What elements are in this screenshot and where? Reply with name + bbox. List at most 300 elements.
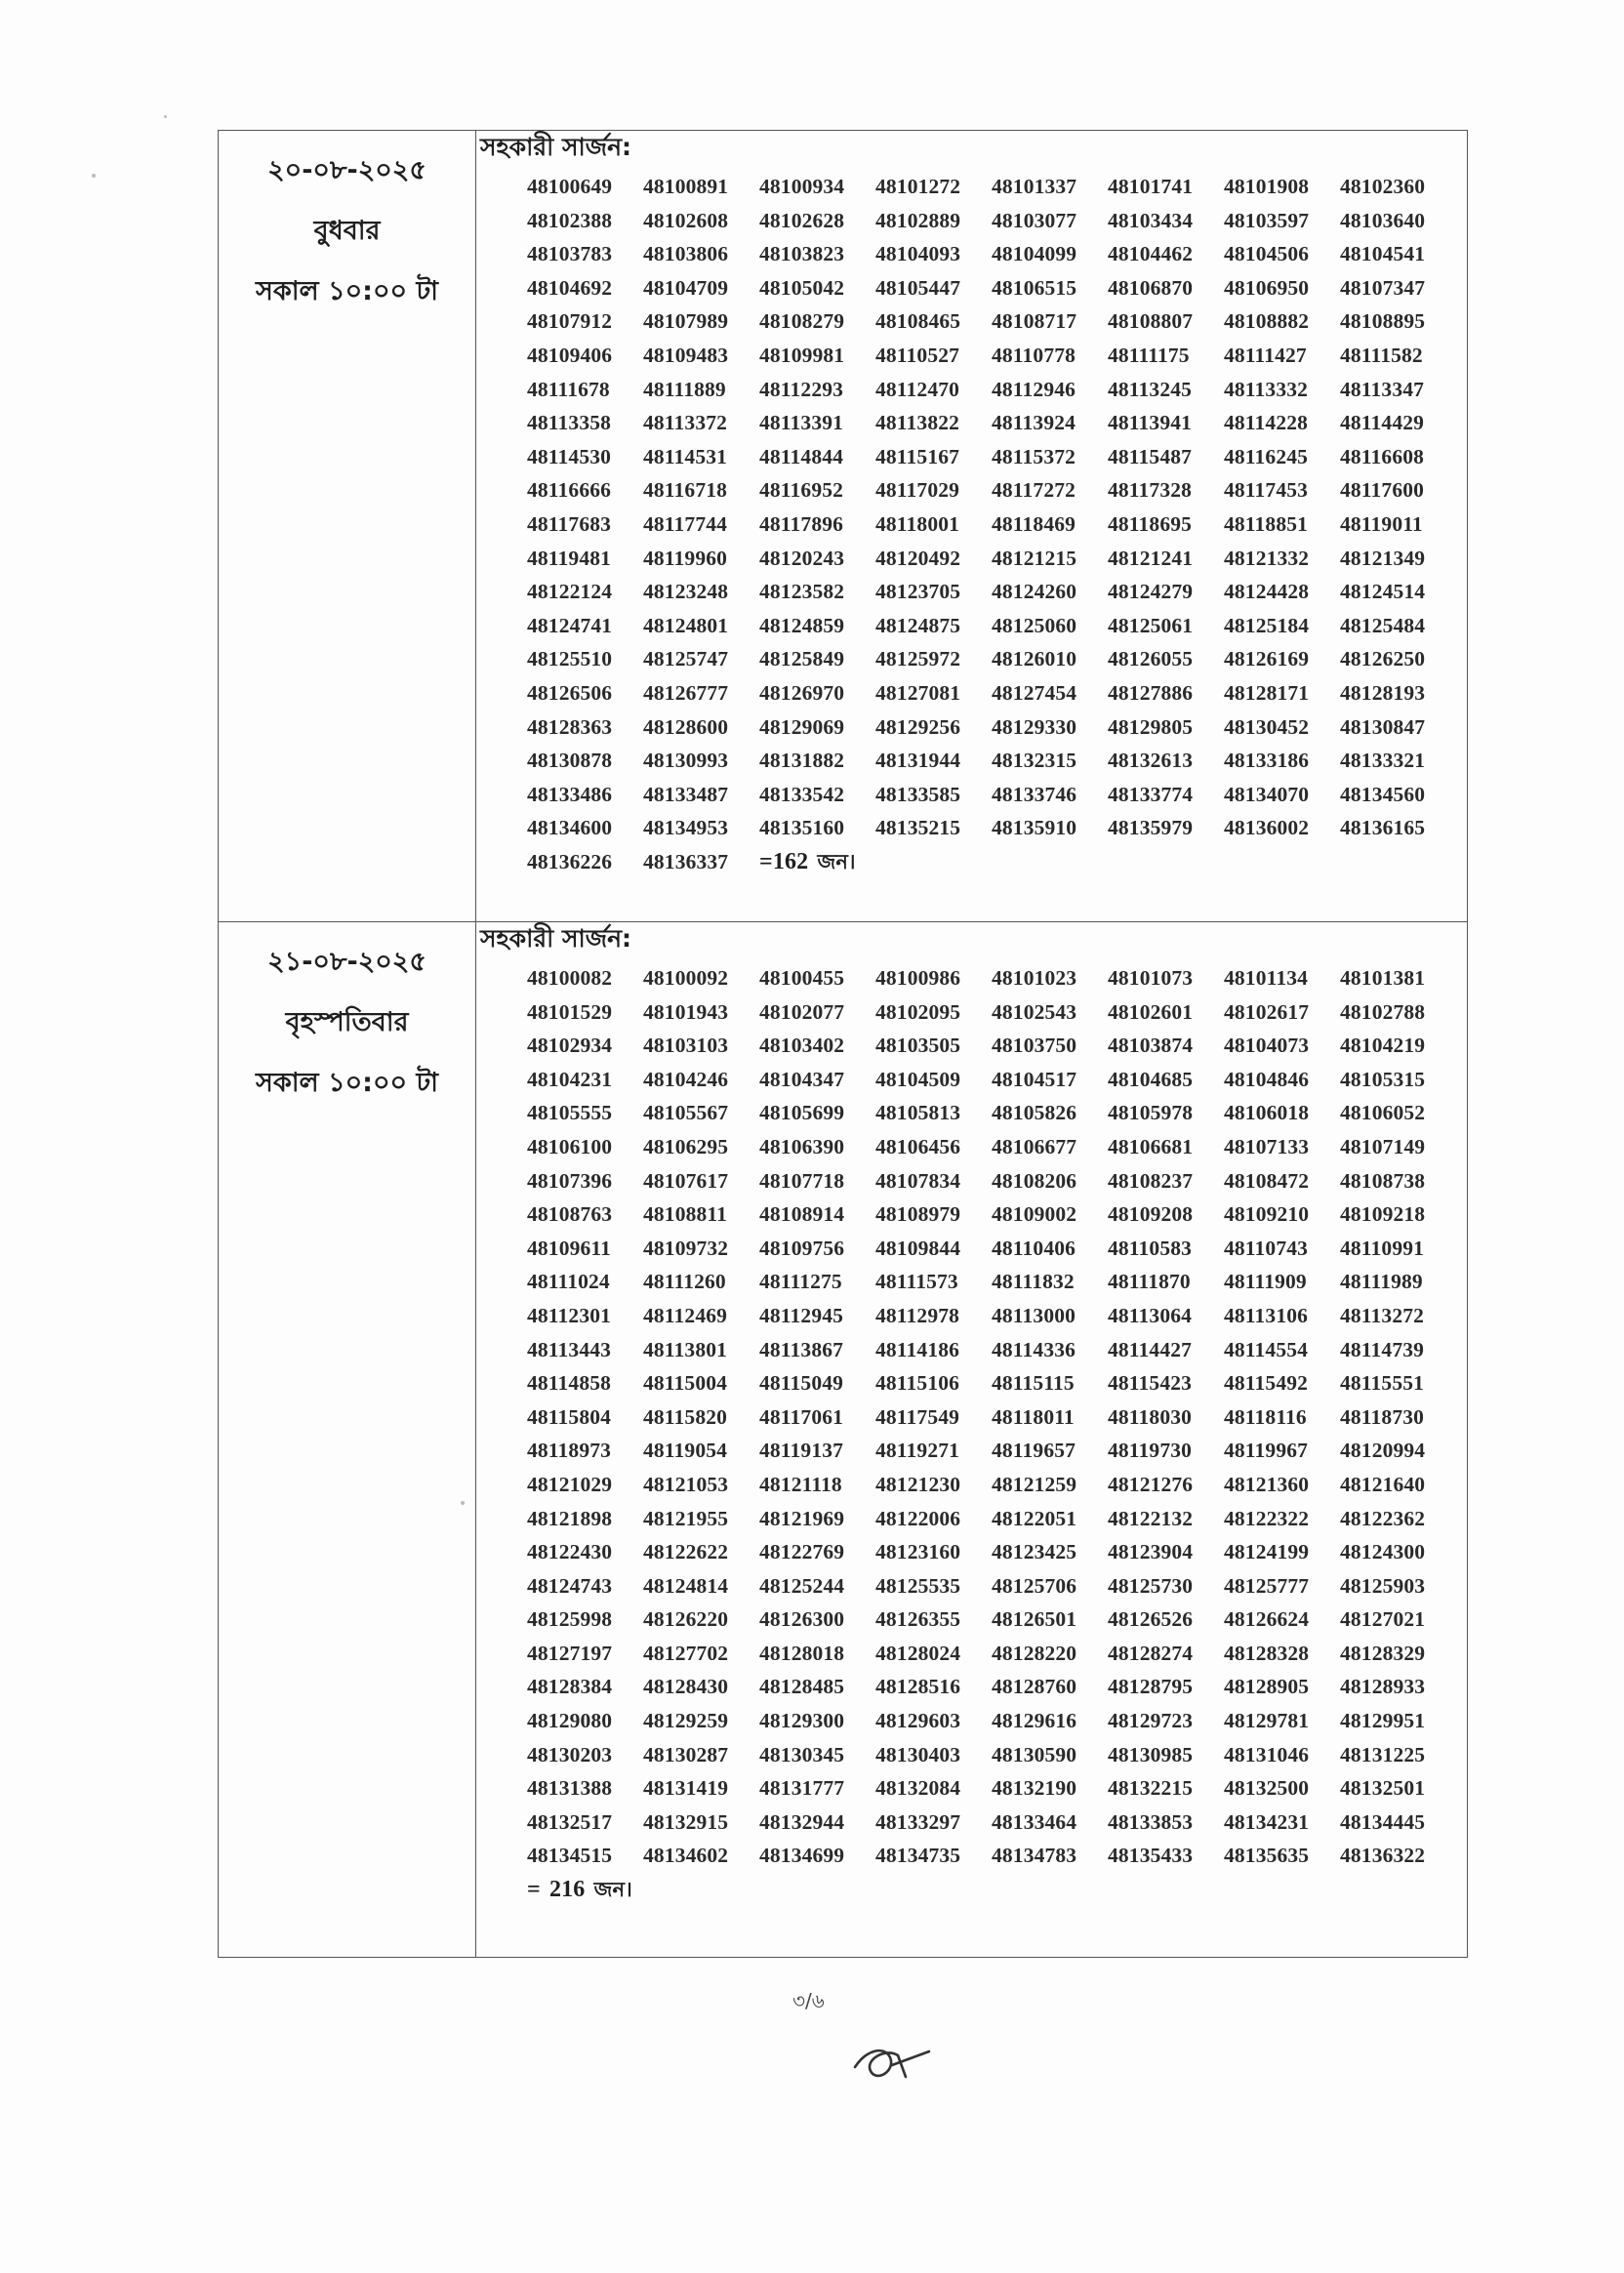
roll-row	[527, 676, 1467, 710]
roll-number: 48132315	[992, 749, 1077, 773]
roll-number: 48135979	[1108, 816, 1194, 840]
roll-number: 48121332	[1224, 546, 1310, 570]
roll-number: 48101741	[1108, 175, 1194, 198]
roll-number: 48127702	[643, 1641, 729, 1665]
roll-number: 48111024	[527, 1270, 610, 1294]
roll-number: 48119967	[1224, 1439, 1309, 1463]
roll-number: 48102608	[643, 208, 729, 232]
roll-number: 48109218	[1340, 1202, 1426, 1227]
roll-number: 48123904	[1108, 1540, 1194, 1564]
roll-number: 48121276	[1108, 1472, 1194, 1496]
roll-row	[527, 1771, 1467, 1806]
roll-number: 48134953	[643, 816, 729, 840]
roll-number: 48110583	[1108, 1236, 1193, 1260]
roll-number: 48114858	[527, 1371, 612, 1396]
roll-number: 48132944	[759, 1809, 845, 1834]
roll-number: 48124875	[875, 613, 961, 637]
roll-number: 48131777	[759, 1776, 845, 1801]
roll-number: 48110778	[992, 343, 1076, 367]
roll-row	[527, 1535, 1467, 1569]
roll-number: 48113372	[643, 411, 728, 435]
roll-number: 48111909	[1224, 1270, 1307, 1294]
roll-number: 48131419	[643, 1776, 729, 1801]
roll-number: 48133487	[643, 782, 729, 806]
roll-number: 48118730	[1340, 1404, 1425, 1429]
roll-number: 48124428	[1224, 580, 1310, 604]
roll-number: 48122322	[1224, 1506, 1310, 1530]
roll-number: 48100891	[643, 175, 729, 198]
roll-number: 48115167	[875, 444, 960, 468]
roll-number: 48115551	[1340, 1371, 1425, 1396]
roll-number: 48108279	[759, 309, 845, 334]
roll-row	[527, 778, 1467, 812]
roll-row	[527, 1873, 1467, 1907]
roll-number: 48109210	[1224, 1202, 1310, 1227]
roll-number: 48113000	[992, 1303, 1076, 1327]
roll-number: 48111889	[643, 377, 726, 401]
roll-number: 48109483	[643, 343, 729, 367]
roll-number: 48112293	[759, 377, 844, 401]
roll-number: 48115372	[992, 444, 1076, 468]
roll-number: 48107989	[643, 309, 729, 334]
roll-number: 48102095	[875, 999, 961, 1024]
roll-number: 48106456	[875, 1134, 961, 1158]
roll-number: 48112470	[875, 377, 960, 401]
roll-number: 48135635	[1224, 1844, 1310, 1868]
roll-number: 48117272	[992, 478, 1076, 503]
session-date: ২১-০৮-২০২৫	[267, 947, 426, 977]
roll-number: 48126624	[1224, 1607, 1310, 1632]
roll-number: 48113347	[1340, 377, 1425, 401]
roll-number: 48129616	[992, 1709, 1077, 1733]
roll-number: 48129951	[1340, 1709, 1426, 1733]
roll-number: 48125849	[759, 647, 845, 671]
roll-number: 48128905	[1224, 1675, 1310, 1699]
roll-number: 48113443	[527, 1337, 612, 1361]
roll-number: 48105567	[643, 1101, 729, 1125]
roll-number: 48103806	[643, 242, 729, 266]
roll-number: 48134070	[1224, 782, 1310, 806]
roll-number: 48115492	[1224, 1371, 1309, 1396]
roll-number: 48101337	[992, 175, 1077, 198]
roll-number: 48119271	[875, 1439, 960, 1463]
roll-number: 48133321	[1340, 749, 1426, 773]
roll-number: 48106870	[1108, 275, 1194, 300]
roll-number: 48114427	[1108, 1337, 1193, 1361]
roll-row	[527, 1400, 1467, 1435]
roll-number: 48111989	[1340, 1270, 1423, 1294]
roll-number: 48127197	[527, 1641, 613, 1665]
roll-number: 48116245	[1224, 444, 1309, 468]
session-time: সকাল ১০:০০ টা	[256, 276, 438, 306]
roll-number: 48101272	[875, 175, 961, 198]
roll-number: 48120492	[875, 546, 961, 570]
roll-number: 48121969	[759, 1506, 845, 1530]
roll-number: 48133186	[1224, 749, 1310, 773]
roll-row	[527, 237, 1467, 271]
roll-number: 48128384	[527, 1675, 613, 1699]
roll-number: 48125060	[992, 613, 1077, 637]
roll-number: 48118001	[875, 511, 960, 536]
roll-number: 48118116	[1224, 1404, 1307, 1429]
roll-number: 48112946	[992, 377, 1076, 401]
roll-number: 48129603	[875, 1709, 961, 1733]
roll-number: 48132517	[527, 1809, 613, 1834]
roll-row	[527, 271, 1467, 305]
roll-number: 48108206	[992, 1168, 1077, 1193]
roll-number: 48111582	[1340, 343, 1423, 367]
roll-number: 48125730	[1108, 1573, 1194, 1598]
roll-row	[527, 642, 1467, 676]
roll-row	[527, 304, 1467, 339]
scan-speck	[461, 1501, 465, 1505]
roll-number: 48109002	[992, 1202, 1077, 1227]
roll-number: 48101073	[1108, 966, 1194, 990]
roll-number: 48132613	[1108, 749, 1194, 773]
roll-number: 48128328	[1224, 1641, 1310, 1665]
roll-number: 48133585	[875, 782, 961, 806]
roll-number: 48124300	[1340, 1540, 1426, 1564]
roll-number: 48104231	[527, 1067, 613, 1091]
roll-number: 48104219	[1340, 1034, 1426, 1058]
roll-number: 48114336	[992, 1337, 1076, 1361]
roll-number: 48111870	[1108, 1270, 1191, 1294]
roll-number: 48104099	[992, 242, 1077, 266]
roll-number: 48133542	[759, 782, 845, 806]
roll-row	[527, 1502, 1467, 1536]
roll-number: 48134783	[992, 1844, 1077, 1868]
roll-number: 48109611	[527, 1236, 612, 1260]
roll-number: 48126010	[992, 647, 1077, 671]
roll-row	[527, 995, 1467, 1030]
roll-number: 48131882	[759, 749, 845, 773]
roll-number: 48135160	[759, 816, 845, 840]
roll-row	[527, 609, 1467, 643]
roll-number: 48124814	[643, 1573, 729, 1598]
roll-number: 48121215	[992, 546, 1077, 570]
candidate-total-suffix: জন।	[593, 1878, 632, 1902]
roll-number: 48121955	[643, 1506, 729, 1530]
roll-number: 48128933	[1340, 1675, 1426, 1699]
roll-number: 48101023	[992, 966, 1077, 990]
roll-row	[527, 507, 1467, 542]
roll-row	[527, 845, 1467, 879]
roll-number: 48114530	[527, 444, 612, 468]
roll-number: 48125972	[875, 647, 961, 671]
roll-number: 48105042	[759, 275, 845, 300]
roll-number: 48118011	[992, 1404, 1075, 1429]
roll-number: 48128485	[759, 1675, 845, 1699]
roll-row	[527, 1468, 1467, 1502]
roll-number: 48129805	[1108, 714, 1194, 739]
roll-number: 48112945	[759, 1303, 844, 1327]
roll-number: 48104246	[643, 1067, 729, 1091]
roll-number: 48108738	[1340, 1168, 1426, 1193]
roll-number: 48106018	[1224, 1101, 1310, 1125]
roll-number: 48113822	[875, 411, 960, 435]
roll-number: 48103750	[992, 1034, 1077, 1058]
roll-row	[527, 170, 1467, 204]
roll-number: 48126169	[1224, 647, 1310, 671]
roll-number: 48114531	[643, 444, 728, 468]
roll-row	[527, 744, 1467, 778]
roll-number: 48102934	[527, 1034, 613, 1058]
roll-number: 48103640	[1340, 208, 1426, 232]
roll-number: 48135215	[875, 816, 961, 840]
roll-number: 48119730	[1108, 1439, 1193, 1463]
roll-row	[527, 1434, 1467, 1468]
page-number: ৩/৬	[792, 1989, 825, 2012]
roll-row	[527, 710, 1467, 745]
roll-number: 48109732	[643, 1236, 729, 1260]
roll-number: 48113867	[759, 1337, 844, 1361]
roll-number: 48122124	[527, 580, 613, 604]
roll-number: 48101943	[643, 999, 729, 1024]
roll-number: 48102788	[1340, 999, 1426, 1024]
roll-number: 48122132	[1108, 1506, 1194, 1530]
roll-number: 48136322	[1340, 1844, 1426, 1868]
roll-number: 48125747	[643, 647, 729, 671]
roll-number: 48133746	[992, 782, 1077, 806]
roll-number: 48117328	[1108, 478, 1193, 503]
roll-number: 48102360	[1340, 175, 1426, 198]
roll-row	[527, 1637, 1467, 1671]
roll-number: 48119011	[1340, 511, 1423, 536]
roll-number: 48118851	[1224, 511, 1309, 536]
roll-number: 48126300	[759, 1607, 845, 1632]
roll-number: 48102628	[759, 208, 845, 232]
roll-number: 48113801	[643, 1337, 728, 1361]
roll-number: 48121230	[875, 1472, 961, 1496]
roll-number: 48128600	[643, 714, 729, 739]
roll-number: 48129723	[1108, 1709, 1194, 1733]
roll-number: 48116718	[643, 478, 728, 503]
roll-number: 48133464	[992, 1809, 1077, 1834]
roll-number: 48114554	[1224, 1337, 1309, 1361]
candidate-total-number: =162	[759, 848, 818, 874]
roll-number: 48111427	[1224, 343, 1307, 367]
roll-number: 48126970	[759, 680, 845, 705]
roll-number: 48133486	[527, 782, 613, 806]
roll-number: 48102617	[1224, 999, 1310, 1024]
roll-number: 48103434	[1108, 208, 1194, 232]
roll-number: 48108237	[1108, 1168, 1194, 1193]
roll-number: 48126250	[1340, 647, 1426, 671]
roll-number: 48121898	[527, 1506, 613, 1530]
roll-number: 48129781	[1224, 1709, 1310, 1733]
roll-number: 48109756	[759, 1236, 845, 1260]
roll-number: 48117453	[1224, 478, 1309, 503]
roll-row	[527, 1063, 1467, 1097]
post-title: সহকারী সার্জন:	[480, 924, 632, 953]
roll-number: 48128018	[759, 1641, 845, 1665]
roll-number: 48122622	[643, 1540, 729, 1564]
roll-number: 48128363	[527, 714, 613, 739]
roll-number: 48106950	[1224, 275, 1310, 300]
roll-number: 48125184	[1224, 613, 1310, 637]
roll-number: 48113941	[1108, 411, 1193, 435]
roll-row	[527, 961, 1467, 995]
roll-number: 48126055	[1108, 647, 1194, 671]
roll-number: 48108465	[875, 309, 961, 334]
roll-row	[527, 811, 1467, 845]
roll-number: 48128193	[1340, 680, 1426, 705]
roll-number: 48124279	[1108, 580, 1194, 604]
roll-number: 48118973	[527, 1439, 612, 1463]
roll-row	[527, 1197, 1467, 1232]
roll-number: 48104093	[875, 242, 961, 266]
roll-number: 48129069	[759, 714, 845, 739]
roll-number: 48126526	[1108, 1607, 1194, 1632]
roll-number: 48134445	[1340, 1809, 1426, 1834]
roll-row	[527, 1029, 1467, 1063]
roll-number: 48125998	[527, 1607, 613, 1632]
roll-number: 48130287	[643, 1742, 729, 1766]
roll-number: 48130345	[759, 1742, 845, 1766]
roll-number: 48118695	[1108, 511, 1193, 536]
roll-row	[527, 1839, 1467, 1873]
roll-row	[527, 1096, 1467, 1130]
session-date: ২০-০৮-২০২৫	[267, 155, 426, 185]
roll-number: 48101381	[1340, 966, 1426, 990]
roll-number: 48113245	[1108, 377, 1193, 401]
roll-number: 48104509	[875, 1067, 961, 1091]
roll-number: 48105555	[527, 1101, 613, 1125]
roll-number: 48136337	[643, 849, 729, 873]
roll-number: 48103505	[875, 1034, 961, 1058]
roll-number: 48119960	[643, 546, 728, 570]
roll-number: 48102388	[527, 208, 613, 232]
roll-number: 48106390	[759, 1134, 845, 1158]
roll-row	[527, 1130, 1467, 1164]
roll-number: 48128329	[1340, 1641, 1426, 1665]
session-row	[219, 922, 1468, 1958]
roll-number: 48128024	[875, 1641, 961, 1665]
roll-number: 48123582	[759, 580, 845, 604]
roll-number: 48114844	[759, 444, 844, 468]
scan-speck	[164, 115, 167, 118]
roll-row	[527, 373, 1467, 407]
roll-row	[527, 339, 1467, 373]
roll-number: 48123705	[875, 580, 961, 604]
roll-number: 48103597	[1224, 208, 1310, 232]
roll-number: 48128760	[992, 1675, 1077, 1699]
roll-number: 48103823	[759, 242, 845, 266]
roll-number: 48122769	[759, 1540, 845, 1564]
roll-number: 48121053	[643, 1472, 729, 1496]
roll-number: 48120994	[1340, 1439, 1426, 1463]
roll-number: 48105978	[1108, 1101, 1194, 1125]
roll-number: 48107133	[1224, 1134, 1310, 1158]
roll-number: 48111260	[643, 1270, 726, 1294]
roll-number: 48129300	[759, 1709, 845, 1733]
roll-number: 48130203	[527, 1742, 613, 1766]
roll-number: 48114739	[1340, 1337, 1425, 1361]
roll-number: 48130847	[1340, 714, 1426, 739]
roll-number: 48133297	[875, 1809, 961, 1834]
roll-number: 48111832	[992, 1270, 1075, 1294]
roll-number: 48122362	[1340, 1506, 1426, 1530]
roll-number: 48122006	[875, 1506, 961, 1530]
roll-number: 48125061	[1108, 613, 1194, 637]
roll-number: 48100455	[759, 966, 845, 990]
roll-number: 48133774	[1108, 782, 1194, 806]
roll-number: 48121259	[992, 1472, 1077, 1496]
roll-number: 48129080	[527, 1709, 613, 1733]
roll-number: 48107617	[643, 1168, 729, 1193]
roll-number: 48117683	[527, 511, 612, 536]
roll-number: 48129256	[875, 714, 961, 739]
roll-number: 48108472	[1224, 1168, 1310, 1193]
roll-number: 48115049	[759, 1371, 844, 1396]
roll-number: 48136226	[527, 849, 613, 873]
roll-number: 48100986	[875, 966, 961, 990]
roll-number: 48103077	[992, 208, 1077, 232]
session-day: বৃহস্পতিবার	[285, 1007, 409, 1037]
roll-number: 48132190	[992, 1776, 1077, 1801]
roll-number: 48113358	[527, 411, 612, 435]
session-datetime-cell	[219, 922, 476, 1958]
roll-number: 48107396	[527, 1168, 613, 1193]
roll-number: 48134560	[1340, 782, 1426, 806]
roll-number: 48125244	[759, 1573, 845, 1598]
roll-number: 48134735	[875, 1844, 961, 1868]
candidate-total-suffix: জন।	[817, 849, 856, 873]
roll-number: 48110991	[1340, 1236, 1425, 1260]
roll-number: 48131944	[875, 749, 961, 773]
roll-number: 48125535	[875, 1573, 961, 1598]
roll-number: 48127081	[875, 680, 961, 705]
roll-number: 48126501	[992, 1607, 1077, 1632]
roll-number: 48105813	[875, 1101, 961, 1125]
roll-number: 48107834	[875, 1168, 961, 1193]
roll-list-cell	[476, 131, 1468, 922]
roll-number: 48104347	[759, 1067, 845, 1091]
roll-number: 48126355	[875, 1607, 961, 1632]
roll-number: 48103402	[759, 1034, 845, 1058]
roll-number: 48116666	[527, 478, 612, 503]
roll-number: 48124514	[1340, 580, 1426, 604]
roll-number: 48105447	[875, 275, 961, 300]
roll-number: 48108763	[527, 1202, 613, 1227]
roll-number: 48134515	[527, 1844, 613, 1868]
roll-number: 48107718	[759, 1168, 845, 1193]
session-row	[219, 131, 1468, 922]
roll-number: 48127454	[992, 680, 1077, 705]
roll-number: 48107149	[1340, 1134, 1426, 1158]
roll-number: 48134699	[759, 1844, 845, 1868]
roll-number: 48103874	[1108, 1034, 1194, 1058]
roll-number: 48108807	[1108, 309, 1194, 334]
roll-number: 48108979	[875, 1202, 961, 1227]
roll-number: 48126506	[527, 680, 613, 705]
roll-number: 48115115	[992, 1371, 1075, 1396]
roll-number: 48132501	[1340, 1776, 1426, 1801]
roll-number: 48104692	[527, 275, 613, 300]
roll-number: 48132215	[1108, 1776, 1194, 1801]
roll-number: 48100934	[759, 175, 845, 198]
roll-number: 48112469	[643, 1303, 728, 1327]
roll-number: 48124199	[1224, 1540, 1310, 1564]
roll-number: 48114429	[1340, 411, 1425, 435]
roll-number: 48119481	[527, 546, 612, 570]
roll-number: 48110743	[1224, 1236, 1309, 1260]
signature-icon	[847, 2038, 935, 2087]
roll-number: 48121360	[1224, 1472, 1310, 1496]
roll-number: 48126220	[643, 1607, 729, 1632]
roll-number: 48122051	[992, 1506, 1077, 1530]
roll-number: 48131046	[1224, 1742, 1310, 1766]
